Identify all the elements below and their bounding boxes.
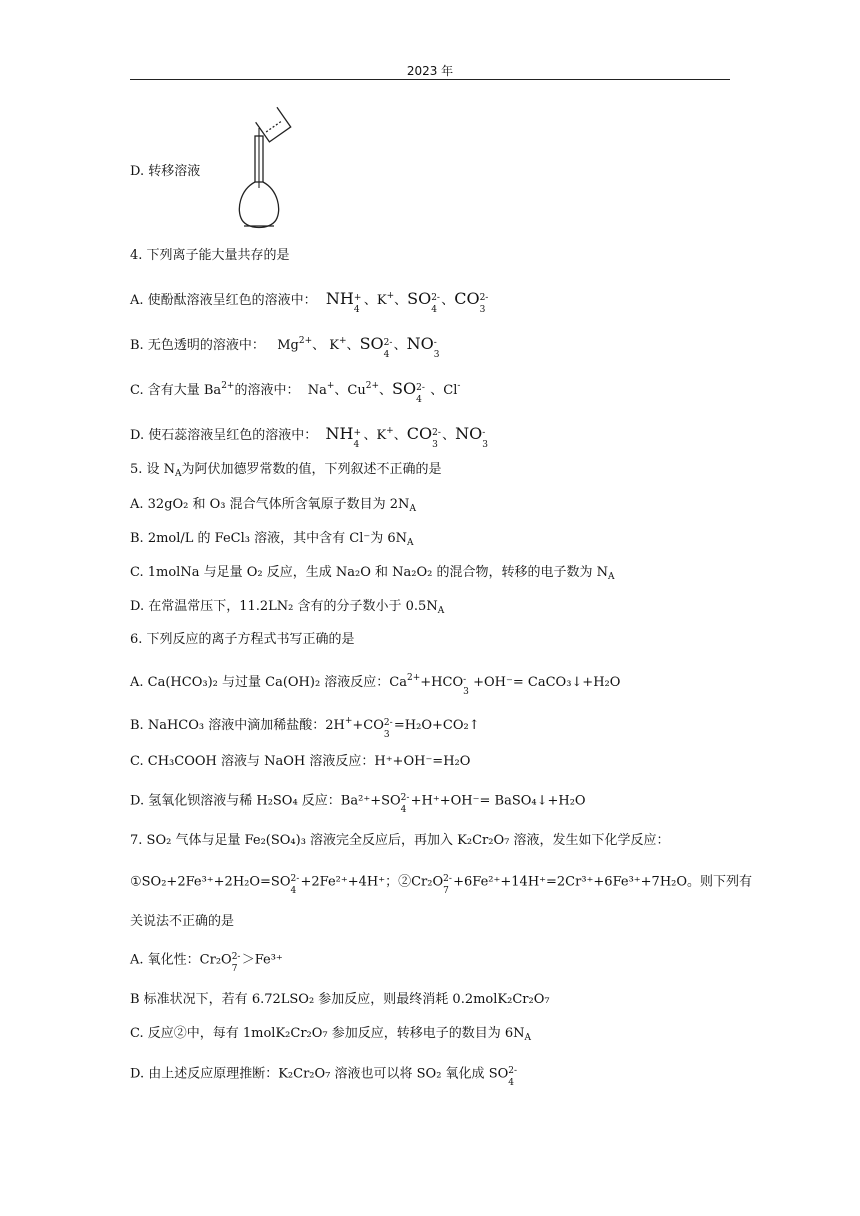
q6-a-prefix: A. Ca(HCO₃)₂ 与过量 Ca(OH)₂ 溶液反应：Ca [130,675,407,690]
q7-stem-line2: ①SO₂+2Fe³⁺+2H₂O=SO 2- 4 +2Fe²⁺+4H⁺；②Cr₂O 2- 7 +6Fe²⁺+14H⁺=2Cr³⁺+6Fe³⁺+7H₂O。则下列有 [130,874,753,896]
q7-stem2a: ①SO₂+2Fe³⁺+2H₂O=SO [130,874,291,890]
q4-d-prefix: D. 使石蕊溶液呈红色的溶液中： [130,428,318,443]
q4-b-prefix: B. 无色透明的溶液中： [130,338,265,353]
q7-d-prefix: D. 由上述反应原理推断：K₂Cr₂O₇ 溶液也可以将 SO₂ 氧化成 SO [130,1066,509,1082]
q5-stem-sub: A [175,469,182,479]
q6-option-a: A. Ca(HCO₃)₂ 与过量 Ca(OH)₂ 溶液反应：$Ca^{2+}+HCO$ - 3 +OH⁻= CaCO₃↓+H₂O [130,673,621,697]
q6-b-prefix: B. NaHCO₃ 溶液中滴加稀盐酸：2H [130,718,345,733]
q7-option-c: C. 反应②中，每有 1molK₂Cr₂O₇ 参加反应，转移电子的数目为 $6N_A$ [130,1026,532,1043]
q5-option-a: A. 32gO₂ 和 O₃ 混合气体所含氧原子数目为 $2N_A$ [130,497,416,514]
q5-option-b: B. 2mol/L 的 FeCl₃ 溶液，其中含有 Cl⁻为 $6N_A$ [130,531,414,548]
page-header-year: 2023 年 [406,64,454,78]
q5-stem-b: 为阿伏加德罗常数的值，下列叙述不正确的是 [181,462,442,477]
q6-option-b: B. NaHCO₃ 溶液中滴加稀盐酸：2H++CO 2- 3 =H₂O+CO₂↑ [130,716,480,740]
q7-stem2c: +6Fe²⁺+14H⁺=2Cr³⁺+6Fe³⁺+7H₂O。则下列有 [453,874,753,890]
q7-a-suffix: ＞Fe³⁺ [241,952,283,968]
q7-option-b: B 标准状况下，若有 6.72LSO₂ 参加反应，则最终消耗 0.2molK₂Cr₂O₇ [130,992,550,1007]
q7-a-prefix: A. 氧化性：Cr₂O [130,952,232,968]
q5-stem-a: 5. 设 N [130,462,176,477]
q6-stem: 6. 下列反应的离子方程式书写正确的是 [130,632,355,647]
q6-option-d: D. 氢氧化钡溶液与稀 H₂SO₄ 反应：Ba²⁺+SO 2- 4 +H⁺+OH⁻= BaSO₄↓+H₂O [130,793,586,815]
q5-c-text: C. 1molNa 与足量 O₂ 反应，生成 Na₂O 和 Na₂O₂ 的混合物，转移的电子数为 N [130,565,608,580]
q5-option-d: D. 在常温常压下，11.2LN₂ 含有的分子数小于 $0.5N_A$ [130,599,445,616]
q5-d-text: D. 在常温常压下，11.2LN₂ 含有的分子数小于 0.5N [130,599,438,614]
q4-c-prefix: C. 含有大量 Ba [130,383,222,398]
q5-stem [130,460,442,484]
q4-option-a: A. 使酚酞溶液呈红色的溶液中： NH + 4 、K+、SO 2- 4 、CO 2- 3 [130,289,489,315]
q5-a-text: A. 32gO₂ 和 O₃ 混合气体所含氧原子数目为 2N [130,497,410,512]
q4-option-b: B. 无色透明的溶液中： $Mg^{2+}$、 K+、SO 2- 4 、NO - 3 [130,334,440,360]
q7-stem-line1: 7. SO₂ 气体与足量 Fe₂(SO₄)₃ 溶液完全反应后，再加入 K₂Cr₂O₇ 溶液，发生如下化学反应： [130,833,670,848]
q6-d-suffix: +H⁺+OH⁻= BaSO₄↓+H₂O [410,793,586,809]
q7-stem2b: +2Fe²⁺+4H⁺；②Cr₂O [300,874,444,890]
q4-stem: 4. 下列离子能大量共存的是 [130,248,290,263]
q4-option-d: D. 使石蕊溶液呈红色的溶液中： NH + 4 、K+、CO 2- 3 、NO - 3 [130,424,488,450]
q7-option-a: A. 氧化性：Cr₂O 2- 7 ＞Fe³⁺ [130,952,283,974]
q4-a-prefix: A. 使酚酞溶液呈红色的溶液中： [130,293,317,308]
q4-c-middle: 的溶液中： [234,383,300,398]
q3-option-d: D. 转移溶液 [130,164,201,179]
volumetric-flask-pouring-icon [232,106,302,234]
q7-c-text: C. 反应②中，每有 1molK₂Cr₂O₇ 参加反应，转移电子的数目为 6N [130,1026,525,1041]
header-rule [130,79,730,80]
q7-option-d: D. 由上述反应原理推断：K₂Cr₂O₇ 溶液也可以将 SO₂ 氧化成 SO 2- 4 [130,1066,518,1088]
q6-b-suffix: =H₂O+CO₂↑ [393,718,480,733]
q4-option-c: C. 含有大量 $Ba^{2+}$的溶液中： Na+、$Cu^{2+}$、SO 2- 4 、Cl- [130,379,461,405]
q6-a-suffix: +OH⁻= CaCO₃↓+H₂O [473,675,621,690]
q5-b-text: B. 2mol/L 的 FeCl₃ 溶液，其中含有 Cl⁻为 6N [130,531,408,546]
q6-d-prefix: D. 氢氧化钡溶液与稀 H₂SO₄ 反应：Ba²⁺+SO [130,793,401,809]
q7-stem-line3: 关说法不正确的是 [130,914,235,929]
q6-option-c: C. CH₃COOH 溶液与 NaOH 溶液反应：H⁺+OH⁻=H₂O [130,754,471,769]
q5-option-c: C. 1molNa 与足量 O₂ 反应，生成 Na₂O 和 Na₂O₂ 的混合物，转移的电子数为 $N_A$ [130,565,615,582]
